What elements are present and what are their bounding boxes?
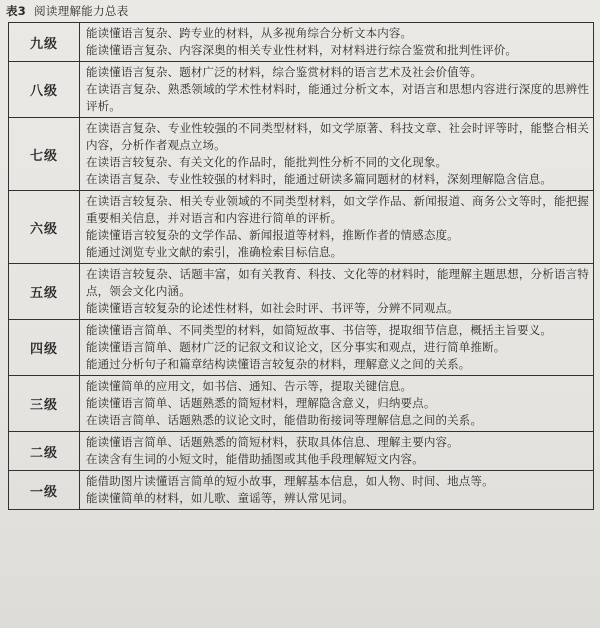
descriptor-line: 能通过分析句子和篇章结构读懂语言较复杂的材料，理解意义之间的关系。 bbox=[86, 357, 471, 371]
descriptor-line: 能读懂语言简单、话题熟悉的简短材料，获取具体信息、理解主要内容。 bbox=[86, 435, 459, 449]
table-caption bbox=[6, 3, 129, 19]
level-label: 二级 bbox=[9, 432, 80, 471]
level-row-seven bbox=[9, 118, 594, 191]
descriptor-line: 在读语言较复杂、话题丰富，如有关教育、科技、文化等的材料时，能理解主题思想，分析语言特点，领会文化内涵。 bbox=[86, 267, 589, 298]
level-descriptors bbox=[80, 376, 594, 432]
level-label: 六级 bbox=[9, 191, 80, 264]
level-descriptors bbox=[80, 471, 594, 510]
table-body bbox=[9, 23, 594, 510]
descriptor-line: 能读懂语言复杂、跨专业的材料，从多视角综合分析文本内容。 bbox=[86, 26, 413, 40]
level-row-three bbox=[9, 376, 594, 432]
level-row-two bbox=[9, 432, 594, 471]
descriptor-line: 能读懂语言复杂、题材广泛的材料，综合鉴赏材料的语言艺术及社会价值等。 bbox=[86, 65, 483, 79]
descriptor-line: 能借助图片读懂语言简单的短小故事，理解基本信息，如人物、时间、地点等。 bbox=[86, 474, 494, 488]
descriptor-line: 在读语言较复杂、有关文化的作品时，能批判性分析不同的文化现象。 bbox=[86, 155, 448, 169]
level-label: 五级 bbox=[9, 264, 80, 320]
descriptor-line: 能读懂语言较复杂的文学作品、新闻报道等材料，推断作者的情感态度。 bbox=[86, 228, 459, 242]
level-label: 七级 bbox=[9, 118, 80, 191]
level-row-four bbox=[9, 320, 594, 376]
table-number: 表3 bbox=[6, 4, 27, 18]
descriptor-line: 能读懂语言复杂、内容深奥的相关专业性材料，对材料进行综合鉴赏和批判性评价。 bbox=[86, 43, 518, 57]
descriptor-line: 能通过浏览专业文献的索引，准确检索目标信息。 bbox=[86, 245, 343, 259]
descriptor-line: 能读懂语言较复杂的论述性材料，如社会时评、书评等，分辨不同观点。 bbox=[86, 301, 459, 315]
descriptor-line: 在读语言复杂、专业性较强的不同类型材料，如文学原著、科技文章、社会时评等时，能整合相关内容，分析作者观点立场。 bbox=[86, 121, 589, 152]
level-descriptors bbox=[80, 264, 594, 320]
descriptor-line: 能读懂简单的应用文，如书信、通知、告示等，提取关键信息。 bbox=[86, 379, 413, 393]
level-descriptors bbox=[80, 118, 594, 191]
descriptor-line: 在读语言较复杂、相关专业领域的不同类型材料，如文学作品、新闻报道、商务公文等时，能把握重要相关信息，并对语言和内容进行简单的评析。 bbox=[86, 194, 589, 225]
table-title: 阅读理解能力总表 bbox=[34, 4, 129, 18]
level-row-six bbox=[9, 191, 594, 264]
descriptor-line: 在读语言复杂、专业性较强的材料时，能通过研读多篇同题材的材料，深刻理解隐含信息。 bbox=[86, 172, 552, 186]
descriptor-line: 在读含有生词的小短文时，能借助插图或其他手段理解短文内容。 bbox=[86, 452, 424, 466]
level-row-one bbox=[9, 471, 594, 510]
descriptor-line: 能读懂语言简单、话题熟悉的简短材料，理解隐含意义，归纳要点。 bbox=[86, 396, 436, 410]
descriptor-line: 能读懂简单的材料，如儿歌、童谣等，辨认常见词。 bbox=[86, 491, 354, 505]
level-row-five bbox=[9, 264, 594, 320]
level-label: 八级 bbox=[9, 62, 80, 118]
level-descriptors bbox=[80, 432, 594, 471]
level-label: 九级 bbox=[9, 23, 80, 62]
level-descriptors bbox=[80, 23, 594, 62]
level-row-eight bbox=[9, 62, 594, 118]
level-descriptors bbox=[80, 62, 594, 118]
level-row-nine bbox=[9, 23, 594, 62]
descriptor-line: 能读懂语言简单、题材广泛的记叙文和议论文，区分事实和观点，进行简单推断。 bbox=[86, 340, 506, 354]
descriptor-line: 在读语言复杂、熟悉领域的学术性材料时，能通过分析文本，对语言和思想内容进行深度的思辨性评析。 bbox=[86, 82, 589, 113]
descriptor-line: 能读懂语言简单、不同类型的材料，如简短故事、书信等，提取细节信息，概括主旨要义。 bbox=[86, 323, 552, 337]
level-descriptors bbox=[80, 320, 594, 376]
level-descriptors bbox=[80, 191, 594, 264]
level-label: 四级 bbox=[9, 320, 80, 376]
descriptor-line: 在读语言简单、话题熟悉的议论文时，能借助衔接词等理解信息之间的关系。 bbox=[86, 413, 483, 427]
level-label: 三级 bbox=[9, 376, 80, 432]
level-label: 一级 bbox=[9, 471, 80, 510]
reading-ability-table bbox=[8, 22, 594, 510]
